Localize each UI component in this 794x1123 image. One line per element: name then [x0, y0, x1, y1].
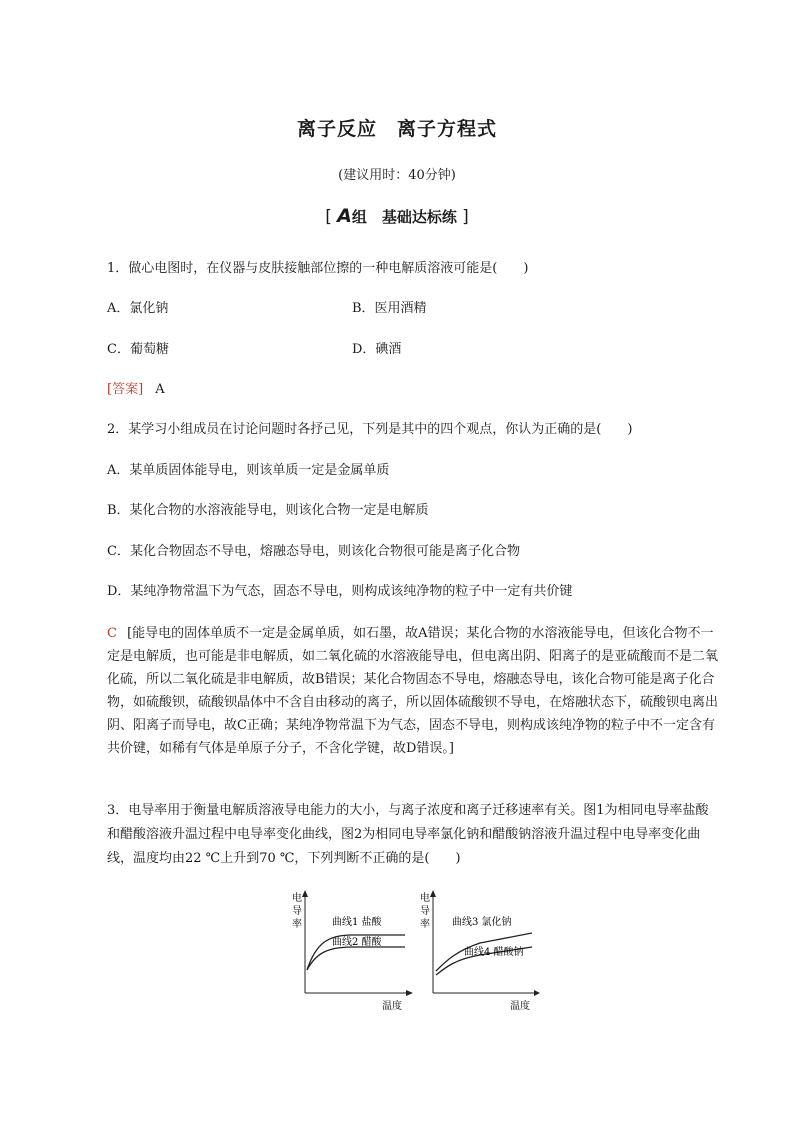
fig2-xlabel: 温度 [510, 1001, 530, 1012]
conductivity-figure [280, 885, 540, 1015]
group-open-bracket: [ [325, 207, 332, 227]
figure-1 [292, 890, 413, 1012]
question-1-option-d: D．碘酒 [352, 342, 402, 357]
question-1-answer [107, 378, 165, 397]
page-title: 离子反应 离子方程式 [296, 118, 497, 140]
fig1-ylabel-1: 电 [292, 893, 302, 904]
fig1-xlabel: 温度 [382, 1001, 402, 1012]
answer-tag: [答案] [107, 382, 144, 397]
question-2-stem: 2．某学习小组成员在讨论问题时各抒己见，下列是其中的四个观点，你认为正确的是( ) [107, 422, 633, 437]
question-2-option-b: B．某化合物的水溶液能导电，则该化合物一定是电解质 [107, 503, 429, 518]
figure-2 [420, 890, 540, 1012]
fig2-ylabel-2: 导 [420, 906, 430, 917]
fig1-x-arrow [406, 990, 413, 996]
explanation-answer-letter: C [107, 626, 117, 641]
question-1-stem: 1．做心电图时，在仪器与皮肤接触部位擦的一种电解质溶液可能是( ) [107, 261, 529, 276]
fig2-x-arrow [534, 990, 540, 996]
fig2-ylabel-3: 率 [420, 919, 430, 930]
fig1-curve1-label: 曲线1 盐酸 [332, 917, 382, 928]
group-letter: A [337, 205, 352, 227]
question-2-option-a: A．某单质固体能导电，则该单质一定是金属单质 [107, 463, 390, 478]
fig2-ylabel-1: 电 [420, 893, 430, 904]
question-2-explanation [107, 622, 719, 760]
fig1-ylabel-3: 率 [292, 919, 302, 930]
question-1-option-c: C．葡萄糖 [107, 342, 169, 357]
group-label: 组 基础达标练 [351, 208, 457, 226]
explanation-text: [能导电的固体单质不一定是金属单质，如石墨，故A错误；某化合物的水溶液能导电，但该化合物不一定是电解质，也可能是非电解质，如二氧化硫的水溶液能导电，但电离出阴、阳离子的是亚硫酸而不是二氧化硫，所以二氧化硫是非电解质，故B错误；某化合物固态不导电，熔融态导电，该化合物可能是离子化合物，如硫酸钡，硫酸钡晶体中不含自由移动的离子，所以固体硫酸钡不导电，在熔融状态下，硫酸钡电离出阴、阳离子而导电，故C正确；某纯净物常温下为气态，固态不导电，则构成该纯净物的粒子中不一定含有共价键，如稀有气体是单原子分子，不含化学键，故D错误。] [107, 626, 719, 756]
question-1-option-a: A．氯化钠 [107, 301, 169, 316]
fig2-y-arrow [430, 890, 436, 897]
fig2-curve4-label: 曲线4 醋酸钠 [464, 947, 524, 958]
fig2-curve3-label: 曲线3 氯化钠 [452, 917, 512, 928]
answer-value: A [155, 382, 165, 397]
question-1-option-b: B．医用酒精 [352, 301, 427, 316]
group-close-bracket: ] [462, 207, 469, 227]
question-3-stem: 3．电导率用于衡量电解质溶液导电能力的大小，与离子浓度和离子迁移速率有关。图1为相同电导率盐酸和醋酸溶液升温过程中电导率变化曲线，图2为相同电导率氯化钠和醋酸钠溶液升温过程中电导率变化曲线，温度均由22 ℃上升到70 ℃，下列判断不正确的是( ) [107, 803, 709, 866]
group-header [0, 205, 794, 227]
fig1-curve-2 [307, 947, 405, 970]
question-2-option-d: D．某纯净物常温下为气态，固态不导电，则构成该纯净物的粒子中一定有共价键 [107, 584, 573, 599]
fig1-curve2-label: 曲线2 醋酸 [332, 937, 382, 948]
question-2-option-c: C．某化合物固态不导电，熔融态导电，则该化合物很可能是离子化合物 [107, 544, 520, 559]
fig1-y-arrow [302, 890, 308, 897]
suggested-time: (建议用时：40分钟) [338, 168, 456, 183]
fig1-ylabel-2: 导 [292, 906, 302, 917]
